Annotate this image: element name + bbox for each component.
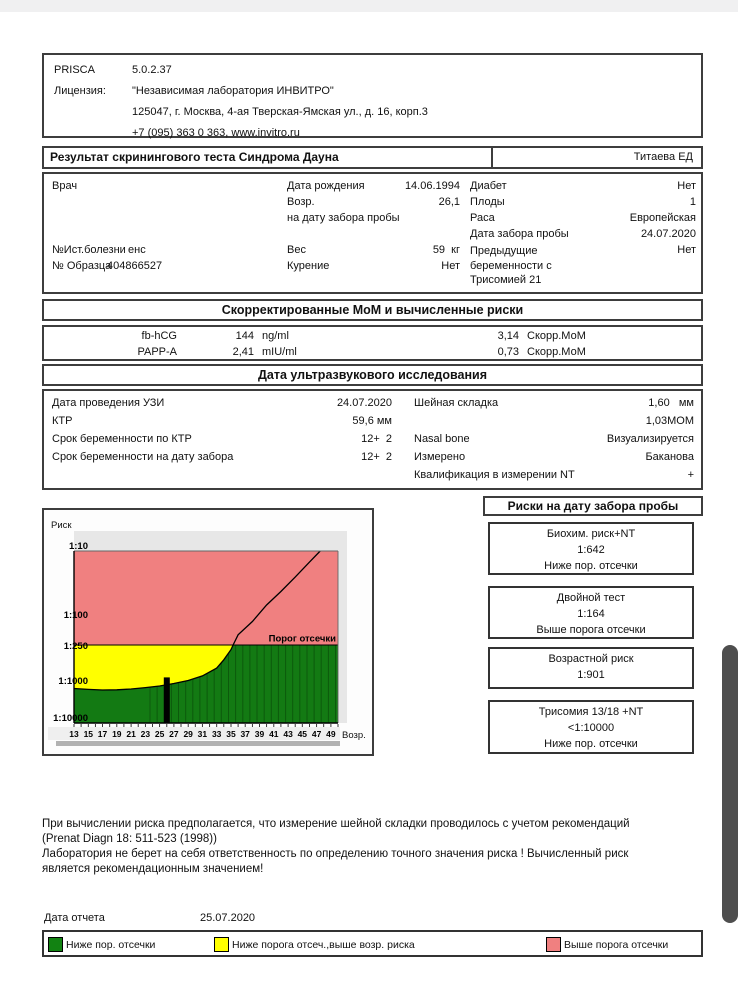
svg-text:17: 17 bbox=[97, 729, 108, 739]
field-value: Баканова bbox=[645, 451, 694, 463]
mom-label: Скорр.МоМ bbox=[527, 346, 586, 358]
license-line: "Независимая лаборатория ИНВИТРО" bbox=[132, 85, 334, 97]
field-value: 14.06.1994 bbox=[404, 180, 460, 192]
title-bar bbox=[42, 146, 703, 169]
svg-text:1:1000: 1:1000 bbox=[58, 676, 88, 687]
field-label: Врач bbox=[52, 180, 78, 192]
header-row bbox=[44, 123, 701, 144]
legend-box bbox=[42, 930, 703, 957]
field-value: енс bbox=[128, 244, 146, 256]
mom-value: 3,14 bbox=[497, 330, 519, 342]
header-row bbox=[44, 60, 701, 81]
field-label: Nasal bone bbox=[414, 433, 470, 445]
risk-title: Трисомия 13/18 +NT bbox=[538, 706, 644, 718]
svg-text:47: 47 bbox=[311, 729, 322, 739]
svg-text:23: 23 bbox=[140, 729, 151, 739]
field-label: на дату забора пробы bbox=[287, 212, 400, 224]
product-version: 5.0.2.37 bbox=[132, 64, 172, 76]
note-line: является рекомендационным значением! bbox=[42, 863, 264, 875]
field-value: 59,6 мм bbox=[352, 415, 392, 427]
field-value: 1,03МОМ bbox=[645, 415, 694, 427]
risk-status: Выше порога отсечки bbox=[536, 624, 646, 636]
legend-item-above-cutoff bbox=[546, 937, 668, 952]
legend-label: Ниже пор. отсечки bbox=[66, 938, 156, 951]
svg-text:1:100: 1:100 bbox=[63, 610, 88, 621]
risk-title: Возрастной риск bbox=[548, 653, 634, 665]
legend-label: Ниже порога отсеч.,выше возр. риска bbox=[232, 938, 415, 951]
field-value: Нет bbox=[677, 244, 696, 256]
field-label: КТР bbox=[52, 415, 73, 427]
risk-title: Биохим. риск+NT bbox=[546, 528, 636, 540]
viewer-top-bar bbox=[0, 0, 738, 12]
field-label: Возр. bbox=[287, 196, 315, 208]
scrollbar-thumb[interactable] bbox=[722, 645, 738, 923]
field-label: Срок беременности на дату забора bbox=[52, 451, 234, 463]
marker-unit: mIU/ml bbox=[262, 346, 297, 358]
field-label: Раса bbox=[470, 212, 495, 224]
header-box bbox=[42, 53, 703, 138]
svg-text:19: 19 bbox=[112, 729, 122, 739]
field-value: + bbox=[687, 469, 694, 481]
svg-text:25: 25 bbox=[154, 729, 165, 739]
svg-text:13: 13 bbox=[69, 729, 79, 739]
svg-text:37: 37 bbox=[240, 729, 250, 739]
field-label: Плоды bbox=[470, 196, 505, 208]
header-row bbox=[44, 81, 701, 102]
svg-text:1:250: 1:250 bbox=[63, 641, 88, 652]
disclaimer-notes bbox=[42, 817, 732, 877]
patient-name: Титаева ЕД bbox=[633, 151, 693, 163]
license-label: Лицензия: bbox=[54, 85, 106, 97]
svg-text:39: 39 bbox=[254, 729, 265, 739]
field-value: 404866527 bbox=[107, 260, 163, 272]
risk-age-chart bbox=[44, 510, 372, 754]
svg-text:33: 33 bbox=[211, 729, 222, 739]
risk-title: Двойной тест bbox=[556, 592, 626, 604]
field-value: 26,1 bbox=[438, 196, 460, 208]
legend-item-below-cutoff-above-age bbox=[214, 937, 415, 952]
field-label: Предыдущие беременности с Трисомией 21 bbox=[470, 245, 552, 286]
pink-swatch-icon bbox=[546, 937, 561, 952]
note-line: При вычислении риска предполагается, что измерение шейной складки проводилось с учетом рекомендаций bbox=[42, 818, 630, 830]
legend-label: Выше порога отсечки bbox=[564, 938, 669, 951]
risk-box-trisomy-13-18 bbox=[488, 700, 694, 754]
risk-value: 1:642 bbox=[577, 544, 605, 556]
svg-text:15: 15 bbox=[83, 729, 94, 739]
field-label: Квалификация в измерении NT bbox=[414, 469, 575, 481]
field-label: Курение bbox=[287, 260, 330, 272]
field-label: Срок беременности по КТР bbox=[52, 433, 192, 445]
field-value: Европейская bbox=[629, 212, 696, 224]
header-row bbox=[44, 102, 701, 123]
field-label: Дата рождения bbox=[287, 180, 365, 192]
field-label: Диабет bbox=[470, 180, 507, 192]
svg-text:21: 21 bbox=[126, 729, 136, 739]
svg-text:41: 41 bbox=[269, 729, 279, 739]
field-label: Измерено bbox=[414, 451, 466, 463]
field-value: Нет bbox=[441, 260, 460, 272]
risk-status: Ниже пор. отсечки bbox=[544, 560, 638, 572]
field-label: Дата проведения УЗИ bbox=[52, 397, 165, 409]
risk-box-age-risk bbox=[488, 647, 694, 689]
report-date-label: Дата отчета bbox=[44, 912, 105, 924]
ultrasound-section-title: Дата ультразвукового исследования bbox=[42, 364, 703, 386]
svg-text:Порог отсечки: Порог отсечки bbox=[268, 633, 336, 645]
risks-panel-header: Риски на дату забора пробы bbox=[483, 496, 703, 516]
risk-box-biochem bbox=[488, 522, 694, 575]
field-label: Вес bbox=[287, 244, 306, 256]
report-title: Результат скринингового теста Синдрома Дауна bbox=[44, 148, 493, 167]
field-label: № Образца bbox=[52, 260, 112, 272]
field-value: Визуализируется bbox=[606, 433, 694, 445]
field-value: 12+ 2 bbox=[361, 433, 392, 445]
patient-box bbox=[42, 172, 703, 294]
mom-value: 0,73 bbox=[497, 346, 519, 358]
field-label: Шейная складка bbox=[414, 397, 499, 409]
svg-text:27: 27 bbox=[169, 729, 179, 739]
note-line: Лаборатория не берет на себя ответственность по определению точного значения риска ! Вычисленный риск bbox=[42, 848, 629, 860]
svg-text:Риск: Риск bbox=[51, 520, 72, 531]
marker-value: 144 bbox=[235, 330, 254, 342]
svg-text:49: 49 bbox=[326, 729, 336, 739]
risk-status: Ниже пор. отсечки bbox=[544, 738, 638, 750]
field-value: 59 кг bbox=[432, 244, 460, 256]
risk-value: <1:10000 bbox=[567, 722, 615, 734]
svg-text:31: 31 bbox=[197, 729, 208, 739]
license-line: 125047, г. Москва, 4-ая Тверская-Ямская ул., д. 16, корп.3 bbox=[132, 106, 428, 118]
mom-box bbox=[42, 325, 703, 361]
field-value: 1,60 мм bbox=[648, 397, 694, 409]
field-value: 24.07.2020 bbox=[336, 397, 392, 409]
field-label: №Ист.болезни bbox=[52, 244, 126, 256]
risk-box-double-test bbox=[488, 586, 694, 639]
risk-chart-box bbox=[42, 508, 374, 756]
legend-item-below-cutoff bbox=[48, 937, 155, 952]
field-value: 24.07.2020 bbox=[640, 228, 696, 240]
marker-name: PAPP-A bbox=[137, 346, 177, 358]
field-label: Дата забора пробы bbox=[470, 228, 569, 240]
svg-text:1:10000: 1:10000 bbox=[53, 713, 88, 724]
note-line: (Prenat Diagn 18: 511-523 (1998)) bbox=[42, 833, 217, 845]
field-value: Нет bbox=[677, 180, 696, 192]
svg-text:35: 35 bbox=[226, 729, 236, 739]
svg-text:1:10: 1:10 bbox=[68, 541, 88, 552]
svg-text:45: 45 bbox=[297, 729, 308, 739]
field-value: 12+ 2 bbox=[361, 451, 392, 463]
yellow-swatch-icon bbox=[214, 937, 229, 952]
report-date-value: 25.07.2020 bbox=[200, 912, 256, 924]
mom-label: Скорр.МоМ bbox=[527, 330, 586, 342]
field-value: 1 bbox=[689, 196, 696, 208]
svg-text:29: 29 bbox=[183, 729, 193, 739]
risk-value: 1:901 bbox=[577, 669, 605, 681]
risk-value: 1:164 bbox=[577, 608, 605, 620]
marker-name: fb-hCG bbox=[141, 330, 177, 342]
license-line: +7 (095) 363 0 363, www.invitro.ru bbox=[132, 127, 300, 139]
marker-unit: ng/ml bbox=[262, 330, 289, 342]
green-swatch-icon bbox=[48, 937, 63, 952]
marker-value: 2,41 bbox=[232, 346, 254, 358]
ultrasound-box bbox=[42, 389, 703, 490]
mom-section-title: Скорректированные МоМ и вычисленные риски bbox=[42, 299, 703, 321]
svg-text:43: 43 bbox=[283, 729, 293, 739]
svg-text:Возр.: Возр. bbox=[342, 730, 366, 741]
product-name: PRISCA bbox=[54, 64, 95, 76]
